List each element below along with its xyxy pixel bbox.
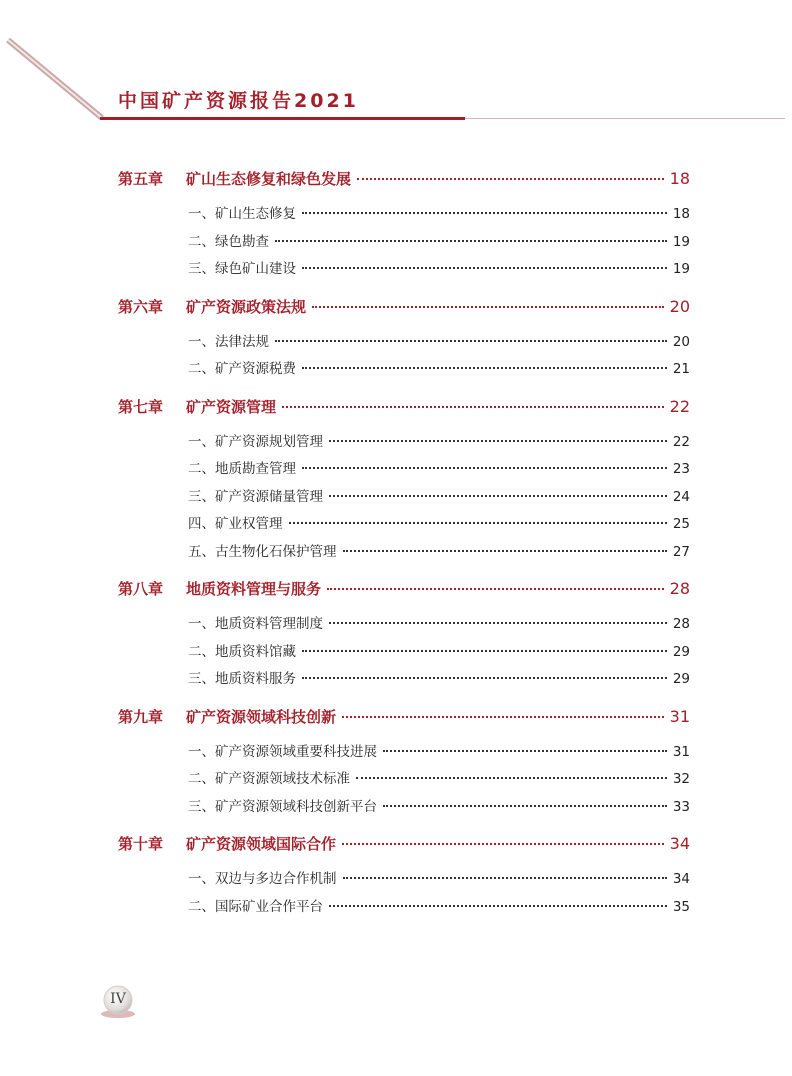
leader-dots [342, 843, 664, 845]
section-entry[interactable] [118, 867, 690, 895]
section-page: 28 [672, 616, 690, 632]
section-title: 二、国际矿业合作平台 [188, 898, 323, 915]
report-title: 中国矿产资源报告2021 [118, 90, 359, 112]
leader-dots [302, 467, 667, 469]
leader-dots [275, 240, 667, 242]
leader-dots [282, 406, 664, 408]
toc-chapter [118, 578, 690, 695]
leader-dots [357, 178, 664, 180]
section-page: 32 [672, 771, 690, 787]
leader-dots [302, 267, 667, 269]
section-title: 一、矿产资源规划管理 [188, 433, 323, 450]
section-page: 25 [672, 516, 690, 532]
leader-dots [275, 340, 667, 342]
section-entry[interactable] [118, 485, 690, 513]
section-entry[interactable] [118, 457, 690, 485]
section-page: 31 [672, 743, 690, 760]
chapter-title: 矿产资源管理 [186, 397, 277, 416]
chapter-number: 第五章 [118, 170, 164, 188]
section-page: 34 [672, 871, 690, 887]
section-title: 一、矿产资源领域重要科技进展 [188, 743, 377, 760]
section-entry[interactable] [118, 740, 690, 768]
leader-dots [342, 716, 664, 718]
section-title: 二、地质勘查管理 [188, 461, 296, 477]
section-entry[interactable] [118, 202, 690, 230]
section-title: 二、矿产资源税费 [188, 361, 296, 377]
section-page: 23 [672, 461, 690, 477]
chapter-page: 22 [669, 396, 690, 416]
leader-dots [302, 650, 667, 652]
chapter-page: 28 [669, 579, 690, 598]
section-page: 29 [672, 643, 690, 660]
section-entry[interactable] [118, 230, 690, 258]
chapter-entry[interactable] [118, 168, 690, 196]
toc-chapter [118, 168, 690, 285]
section-page: 35 [672, 898, 690, 915]
section-page: 24 [672, 488, 690, 505]
chapter-title: 地质资料管理与服务 [186, 580, 322, 598]
section-page: 18 [672, 206, 690, 222]
section-title: 一、双边与多边合作机制 [188, 871, 337, 887]
chapter-page: 20 [669, 296, 690, 316]
page-number: IV [110, 991, 126, 1007]
section-title: 二、矿产资源领域技术标准 [188, 771, 350, 787]
section-page: 19 [672, 233, 690, 250]
section-title: 三、矿产资源储量管理 [188, 488, 323, 505]
section-title: 五、古生物化石保护管理 [188, 543, 337, 560]
section-entry[interactable] [118, 512, 690, 540]
table-of-contents [118, 168, 690, 922]
section-page: 22 [672, 433, 690, 450]
chapter-entry[interactable] [118, 296, 690, 324]
chapter-entry[interactable] [118, 578, 690, 606]
section-page: 27 [672, 543, 690, 560]
leader-dots [302, 677, 667, 679]
leader-dots [329, 495, 667, 497]
section-page: 33 [672, 798, 690, 815]
leader-dots [329, 905, 667, 907]
section-entry[interactable] [118, 357, 690, 385]
section-entry[interactable] [118, 667, 690, 695]
header-decoration [0, 0, 792, 140]
chapter-entry[interactable] [118, 396, 690, 424]
section-entry[interactable] [118, 540, 690, 568]
leader-dots [329, 622, 667, 624]
chapter-page: 31 [669, 706, 690, 726]
section-title: 三、地质资料服务 [188, 671, 296, 687]
toc-chapter [118, 833, 690, 922]
chapter-number: 第六章 [118, 297, 164, 316]
section-entry[interactable] [118, 767, 690, 795]
section-page: 19 [672, 261, 690, 277]
toc-chapter [118, 396, 690, 568]
chapter-number: 第七章 [118, 397, 164, 416]
chapter-title: 矿山生态修复和绿色发展 [186, 170, 352, 188]
section-entry[interactable] [118, 795, 690, 823]
section-title: 三、矿产资源领域科技创新平台 [188, 798, 377, 815]
section-page: 20 [672, 333, 690, 350]
section-page: 29 [672, 671, 690, 687]
leader-dots [383, 750, 667, 752]
section-title: 三、绿色矿山建设 [188, 261, 296, 277]
chapter-title: 矿产资源领域国际合作 [186, 835, 337, 853]
section-entry[interactable] [118, 257, 690, 285]
section-entry[interactable] [118, 640, 690, 668]
section-title: 一、矿山生态修复 [188, 206, 296, 222]
toc-chapter [118, 296, 690, 385]
toc-chapter [118, 706, 690, 823]
chapter-number: 第八章 [118, 580, 164, 598]
section-entry[interactable] [118, 612, 690, 640]
leader-dots [327, 588, 664, 590]
chapter-entry[interactable] [118, 706, 690, 734]
leader-dots [289, 522, 667, 524]
chapter-title: 矿产资源政策法规 [186, 297, 307, 316]
leader-dots [302, 212, 667, 214]
leader-dots [383, 805, 667, 807]
section-entry[interactable] [118, 895, 690, 923]
section-title: 二、绿色勘查 [188, 233, 269, 250]
section-title: 四、矿业权管理 [188, 516, 283, 532]
section-entry[interactable] [118, 430, 690, 458]
leader-dots [356, 777, 667, 779]
section-title: 一、法律法规 [188, 333, 269, 350]
section-page: 21 [672, 361, 690, 377]
chapter-number: 第十章 [118, 835, 164, 853]
leader-dots [329, 440, 667, 442]
section-entry[interactable] [118, 330, 690, 358]
chapter-title: 矿产资源领域科技创新 [186, 707, 337, 726]
leader-dots [302, 367, 667, 369]
section-title: 二、地质资料馆藏 [188, 643, 296, 660]
section-title: 一、地质资料管理制度 [188, 616, 323, 632]
chapter-number: 第九章 [118, 707, 164, 726]
chapter-page: 34 [669, 834, 690, 853]
leader-dots [343, 550, 667, 552]
leader-dots [312, 306, 664, 308]
leader-dots [343, 877, 667, 879]
chapter-page: 18 [669, 169, 690, 188]
chapter-entry[interactable] [118, 833, 690, 861]
